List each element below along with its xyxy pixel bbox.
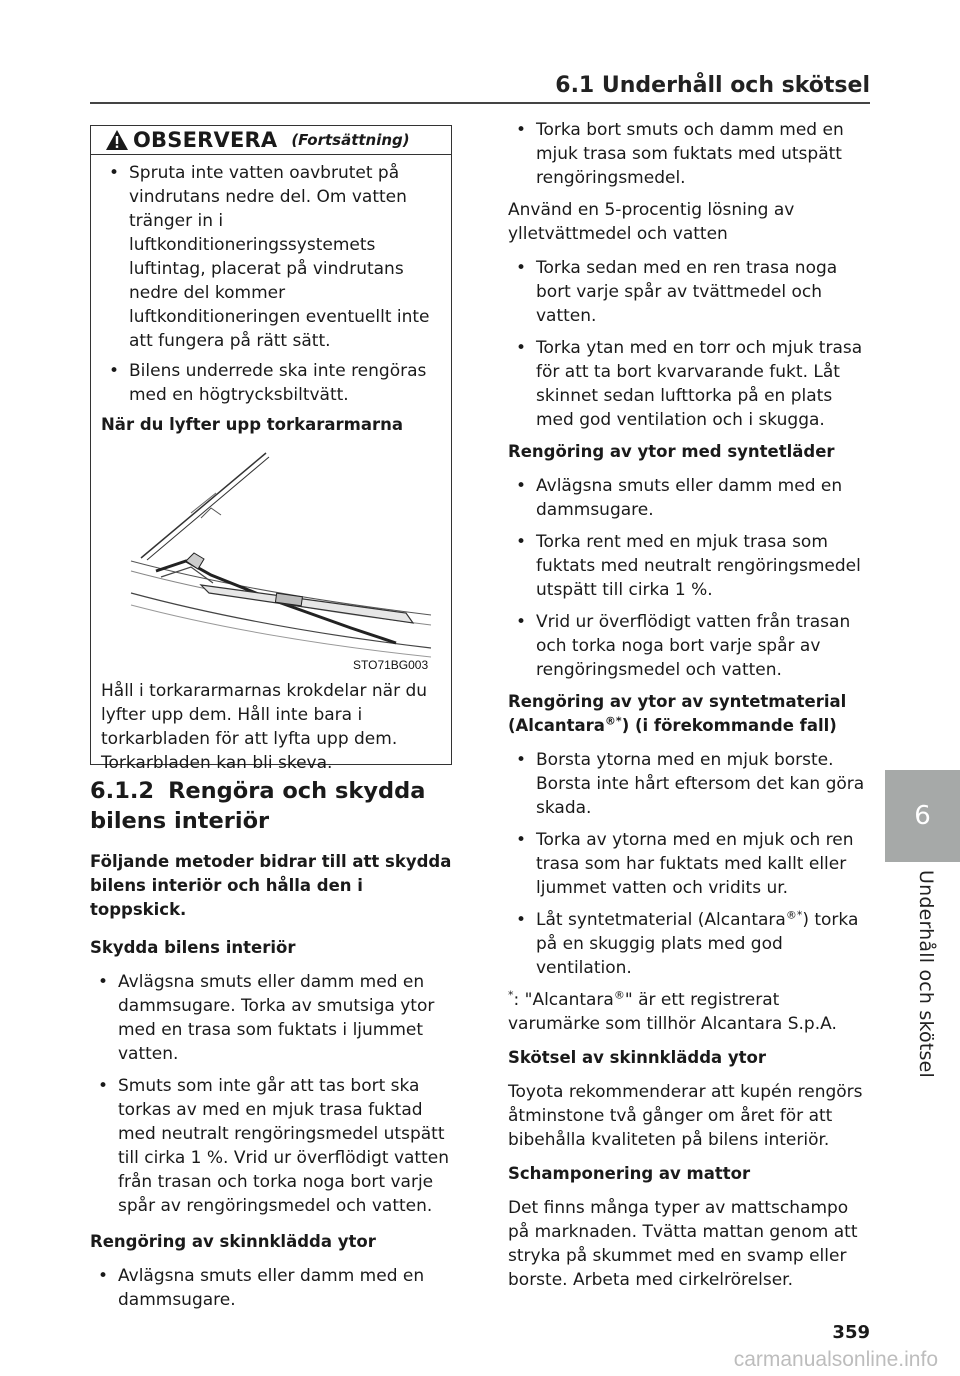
list-item: • Bilens underrede ska inte rengöras med en högtrycksbiltvätt. bbox=[101, 359, 441, 407]
synth-material-heading bbox=[508, 690, 870, 738]
section-number: 6.1.2 bbox=[90, 778, 155, 804]
item-part: ) torka på en skuggig plats med god ventilation. bbox=[536, 910, 859, 978]
wiper-heading: När du lyfter upp torkararmarna bbox=[101, 415, 404, 434]
wiper-illustration bbox=[101, 443, 437, 673]
list-item: • Torka bort smuts och damm med en mjuk trasa som fuktats med utspätt rengöringsmedel. bbox=[508, 118, 870, 190]
leather-after-list bbox=[508, 256, 870, 432]
heading-part: Rengöring av ytor av syntetmaterial bbox=[508, 692, 847, 711]
carpet-text: Det finns många typer av mattschampo på marknaden. Tvätta mattan genom att stryka på skummet med en svamp eller borste. Arbeta med cirkelrörelser. bbox=[508, 1198, 858, 1290]
registered-mark: ® bbox=[613, 988, 625, 1002]
registered-mark: ®* bbox=[785, 908, 803, 922]
section-title bbox=[90, 776, 452, 836]
list-item bbox=[508, 908, 870, 980]
warning-icon bbox=[105, 129, 129, 151]
synth-leather-list bbox=[508, 474, 870, 682]
section-title-text: Rengöra och skydda bilens interiör bbox=[90, 778, 426, 834]
list-item: • Torka rent med en mjuk trasa som fuktats med neutralt rengöringsmedel utspätt till cirka 1 %. bbox=[508, 530, 870, 602]
synth-leather-heading: Rengöring av ytor med syntetläder bbox=[508, 442, 835, 461]
header-section-title: 6.1 Underhåll och skötsel bbox=[555, 73, 870, 98]
care-heading: Skötsel av skinnklädda ytor bbox=[508, 1048, 767, 1067]
list-item: • Vrid ur överflödigt vatten från trasan och torka noga bort varje spår av rengöringsmedel och vatten. bbox=[508, 610, 870, 682]
notice-header bbox=[91, 126, 451, 155]
footnote-part: : "Alcantara bbox=[513, 990, 614, 1010]
right-column bbox=[508, 118, 870, 1302]
protect-heading: Skydda bilens interiör bbox=[90, 938, 296, 957]
registered-mark: ®* bbox=[604, 714, 622, 728]
wiper-text: Håll i torkararmarnas krokdelar när du lyfter upp dem. Håll inte bara i torkarbladen för att lyfta upp dem. Torkarbladen kan bli skeva. bbox=[101, 681, 428, 773]
protect-list bbox=[90, 970, 452, 1218]
watermark: carmanualsonline.info bbox=[733, 1348, 938, 1371]
list-item: • Spruta inte vatten oavbrutet på vindrutans nedre del. Om vatten tränger in i luftkonditioneringssystemets luftintag, placerat på vindrutans nedre del kommer luftkonditioneringen eventuellt inte att fungera på rätt sätt. bbox=[101, 161, 441, 353]
header-rule bbox=[90, 102, 870, 104]
wiper-figure bbox=[101, 443, 437, 673]
solution-text: Använd en 5-procentig lösning av ylletvättmedel och vatten bbox=[508, 200, 795, 244]
list-item: • Borsta ytorna med en mjuk borste. Borsta inte hårt eftersom det kan göra skada. bbox=[508, 748, 870, 820]
notice-box bbox=[90, 125, 452, 773]
figure-code: STO71BG003 bbox=[353, 658, 429, 672]
list-item: • Avlägsna smuts eller damm med en dammsugare. bbox=[508, 474, 870, 522]
carpet-heading: Schamponering av mattor bbox=[508, 1164, 751, 1183]
leather-cont-list bbox=[508, 118, 870, 190]
synth-material-list bbox=[508, 748, 870, 980]
list-item: • Torka sedan med en ren trasa noga bort varje spår av tvättmedel och vatten. bbox=[508, 256, 870, 328]
list-item: • Smuts som inte går att tas bort ska torkas av med en mjuk trasa fuktad med neutralt rengöringsmedel utspätt till cirka 1 %. Vrid ur överflödigt vatten från trasan och torka noga bort varje spår av rengöringsmedel och vatten. bbox=[90, 1074, 452, 1218]
footnote-mark: * bbox=[508, 988, 514, 1002]
list-item: • Torka av ytorna med en mjuk och ren trasa som har fuktats med kallt eller ljummet vatten och vridits ur. bbox=[508, 828, 870, 900]
chapter-tab-label: Underhåll och skötsel bbox=[915, 870, 937, 1078]
notice-title: OBSERVERA bbox=[133, 128, 278, 152]
notice-body bbox=[91, 155, 451, 775]
left-column-section bbox=[90, 776, 452, 1320]
footnote bbox=[508, 988, 870, 1036]
page-number: 359 bbox=[832, 1322, 870, 1343]
heading-part: ) (i förekommande fall) bbox=[621, 716, 837, 735]
heading-part: (Alcantara bbox=[508, 716, 605, 735]
list-item: • Avlägsna smuts eller damm med en dammsugare. Torka av smutsiga ytor med en trasa som fuktats i ljummet vatten. bbox=[90, 970, 452, 1066]
leather-heading: Rengöring av skinnklädda ytor bbox=[90, 1232, 376, 1251]
section-intro: Följande metoder bidrar till att skydda bilens interiör och hålla den i toppskick. bbox=[90, 852, 452, 919]
chapter-tab[interactable]: 6 bbox=[885, 770, 960, 862]
list-item: • Torka ytan med en torr och mjuk trasa för att ta bort kvarvarande fukt. Låt skinnet sedan lufttorka på en plats med god ventilation och i skugga. bbox=[508, 336, 870, 432]
footnote-part: " är ett registrerat varumärke som tillhör Alcantara S.p.A. bbox=[508, 990, 837, 1034]
care-text: Toyota rekommenderar att kupén rengörs åtminstone två gånger om året för att bibehålla kvaliteten på bilens interiör. bbox=[508, 1082, 863, 1150]
list-item: • Avlägsna smuts eller damm med en dammsugare. bbox=[90, 1264, 452, 1312]
item-part: Låt syntetmaterial (Alcantara bbox=[536, 910, 786, 930]
leather-list bbox=[90, 1264, 452, 1312]
notice-list bbox=[101, 161, 441, 407]
notice-subtitle: (Fortsättning) bbox=[291, 131, 410, 149]
